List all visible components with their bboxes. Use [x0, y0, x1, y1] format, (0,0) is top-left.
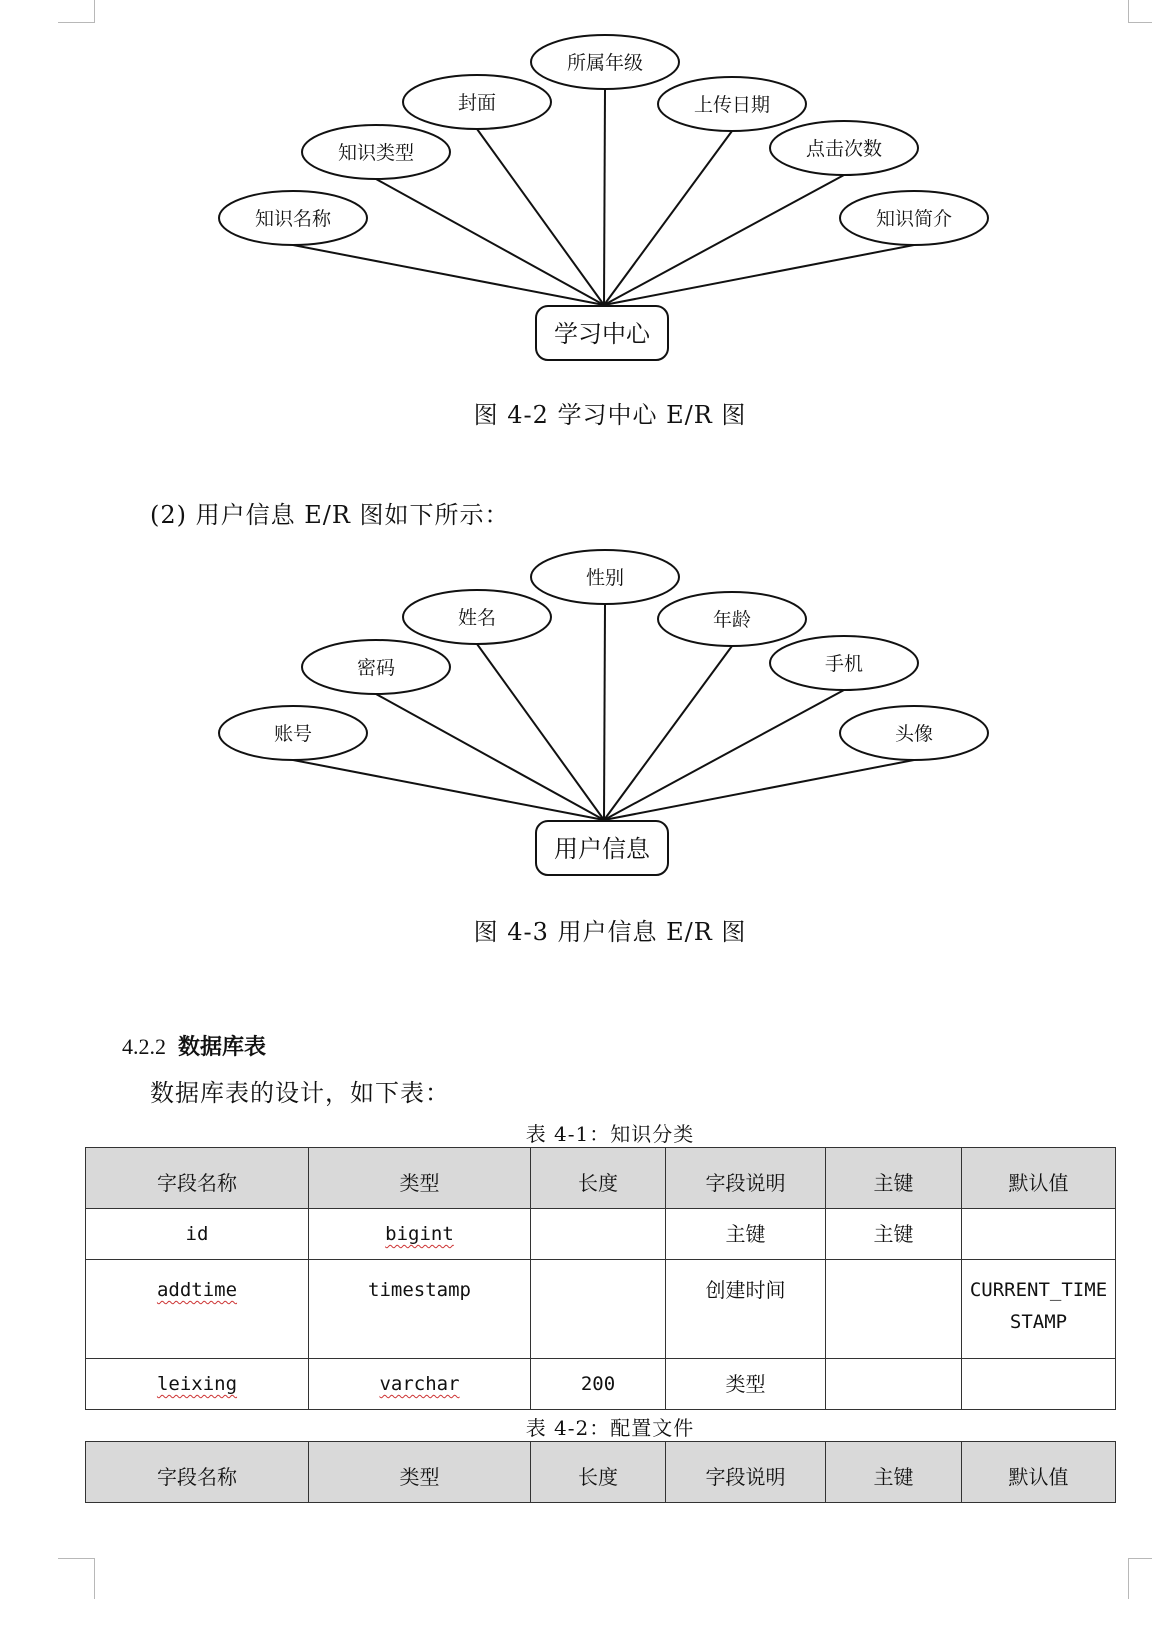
- er-attribute: [302, 125, 450, 179]
- paragraph-section: 数据库表的设计，如下表：: [150, 1079, 450, 1107]
- er-attribute: [219, 706, 367, 760]
- cell-field-name: [86, 1359, 309, 1410]
- er-attribute-label: 知识类型: [337, 142, 415, 164]
- header-cell: 字段说明: [666, 1148, 826, 1209]
- er-attribute: [770, 636, 918, 690]
- er-attribute: [840, 191, 988, 245]
- er-entity-label: 用户信息: [554, 835, 650, 863]
- er-attribute-label: 账号: [273, 723, 313, 745]
- er-attribute-label: 上传日期: [693, 94, 771, 116]
- table-knowledge-category: [85, 1147, 1116, 1410]
- cell-description: 主键: [666, 1209, 826, 1260]
- header-cell: 字段说明: [666, 1442, 826, 1503]
- table-row: [86, 1260, 1116, 1359]
- header-cell: 主键: [826, 1442, 962, 1503]
- er-connector-line: [604, 760, 914, 820]
- er-attribute-label: 头像: [894, 723, 934, 745]
- er-attribute: [770, 121, 918, 175]
- cell-type: [309, 1359, 531, 1410]
- er-attribute: [658, 77, 806, 131]
- er-attribute-label: 手机: [824, 653, 864, 675]
- er-connector-line: [604, 175, 844, 305]
- table-config-file: [85, 1441, 1116, 1503]
- er-connector-line: [604, 604, 605, 820]
- er-connector-line: [293, 760, 604, 820]
- cell-description: 创建时间: [666, 1260, 826, 1359]
- header-cell: 默认值: [962, 1442, 1116, 1503]
- er-attribute-label: 知识简介: [875, 208, 953, 230]
- cell-text: id: [185, 1223, 209, 1245]
- er-connector-line: [477, 644, 604, 820]
- cell-field-name: [86, 1209, 309, 1260]
- cell-text: varchar: [379, 1373, 460, 1395]
- cell-length: 200: [531, 1359, 666, 1410]
- header-cell: 默认值: [962, 1148, 1116, 1209]
- cell-text: addtime: [156, 1279, 238, 1301]
- cell-primary-key: 主键: [826, 1209, 962, 1260]
- table-header-row: [86, 1442, 1116, 1503]
- header-cell: 长度: [531, 1148, 666, 1209]
- er-attribute: [531, 35, 679, 89]
- er-attribute: [403, 75, 551, 129]
- er-attribute-label: 性别: [585, 567, 625, 589]
- er-diagram-user-info: [0, 515, 1152, 895]
- section-number: 4.2.2: [122, 1034, 166, 1059]
- cell-description: 类型: [666, 1359, 826, 1410]
- er-attribute: [219, 191, 367, 245]
- er-connector-line: [604, 89, 605, 305]
- figure-caption: 图 4-2 学习中心 E/R 图: [473, 401, 747, 429]
- header-cell: 类型: [309, 1442, 531, 1503]
- er-attribute: [403, 590, 551, 644]
- cell-primary-key: [826, 1260, 962, 1359]
- er-attribute-label: 年龄: [712, 609, 752, 631]
- cell-length: [531, 1260, 666, 1359]
- header-cell: 类型: [309, 1148, 531, 1209]
- er-entity: [536, 821, 668, 875]
- cell-default: [962, 1209, 1116, 1260]
- er-attribute-label: 所属年级: [566, 52, 644, 74]
- cell-field-name: [86, 1260, 309, 1359]
- header-cell: 长度: [531, 1442, 666, 1503]
- cell-type: [309, 1209, 531, 1260]
- er-connector-line: [604, 131, 732, 305]
- page-corner-mark: [58, 1558, 95, 1599]
- cell-text: leixing: [156, 1373, 238, 1395]
- er-connector-line: [604, 690, 844, 820]
- header-cell: 主键: [826, 1148, 962, 1209]
- cell-primary-key: [826, 1359, 962, 1410]
- header-cell: 字段名称: [86, 1442, 309, 1503]
- er-attribute: [840, 706, 988, 760]
- er-attribute: [302, 640, 450, 694]
- er-attribute: [531, 550, 679, 604]
- cell-default: [962, 1359, 1116, 1410]
- er-diagram-learning-center: [0, 0, 1152, 380]
- table-caption: 表 4-1：知识分类: [525, 1122, 695, 1146]
- table-row: [86, 1359, 1116, 1410]
- er-attribute-label: 封面: [457, 92, 497, 114]
- er-entity: [536, 306, 668, 360]
- table-header-row: [86, 1148, 1116, 1209]
- er-connector-line: [604, 646, 732, 820]
- section-heading: [122, 1030, 266, 1061]
- table-row: [86, 1209, 1116, 1260]
- er-entity-label: 学习中心: [554, 320, 650, 348]
- er-attribute-label: 知识名称: [254, 208, 332, 230]
- cell-default: CURRENT_TIMESTAMP: [962, 1260, 1116, 1359]
- er-attribute-label: 姓名: [457, 607, 497, 629]
- er-attribute: [658, 592, 806, 646]
- er-connector-line: [376, 694, 604, 820]
- cell-length: [531, 1209, 666, 1260]
- paragraph-intro: (2) 用户信息 E/R 图如下所示：: [150, 501, 510, 529]
- er-connector-line: [477, 129, 604, 305]
- header-cell: 字段名称: [86, 1148, 309, 1209]
- figure-caption: 图 4-3 用户信息 E/R 图: [473, 918, 747, 946]
- er-attribute-label: 点击次数: [805, 138, 883, 160]
- er-connector-line: [376, 179, 604, 305]
- er-connector-line: [604, 245, 914, 305]
- table-caption: 表 4-2：配置文件: [525, 1416, 695, 1440]
- page-corner-mark: [1128, 1558, 1152, 1599]
- cell-text: bigint: [385, 1223, 454, 1245]
- cell-type: timestamp: [309, 1260, 531, 1359]
- section-title: 数据库表: [178, 1035, 267, 1060]
- er-attribute-label: 密码: [356, 657, 396, 679]
- er-connector-line: [293, 245, 604, 305]
